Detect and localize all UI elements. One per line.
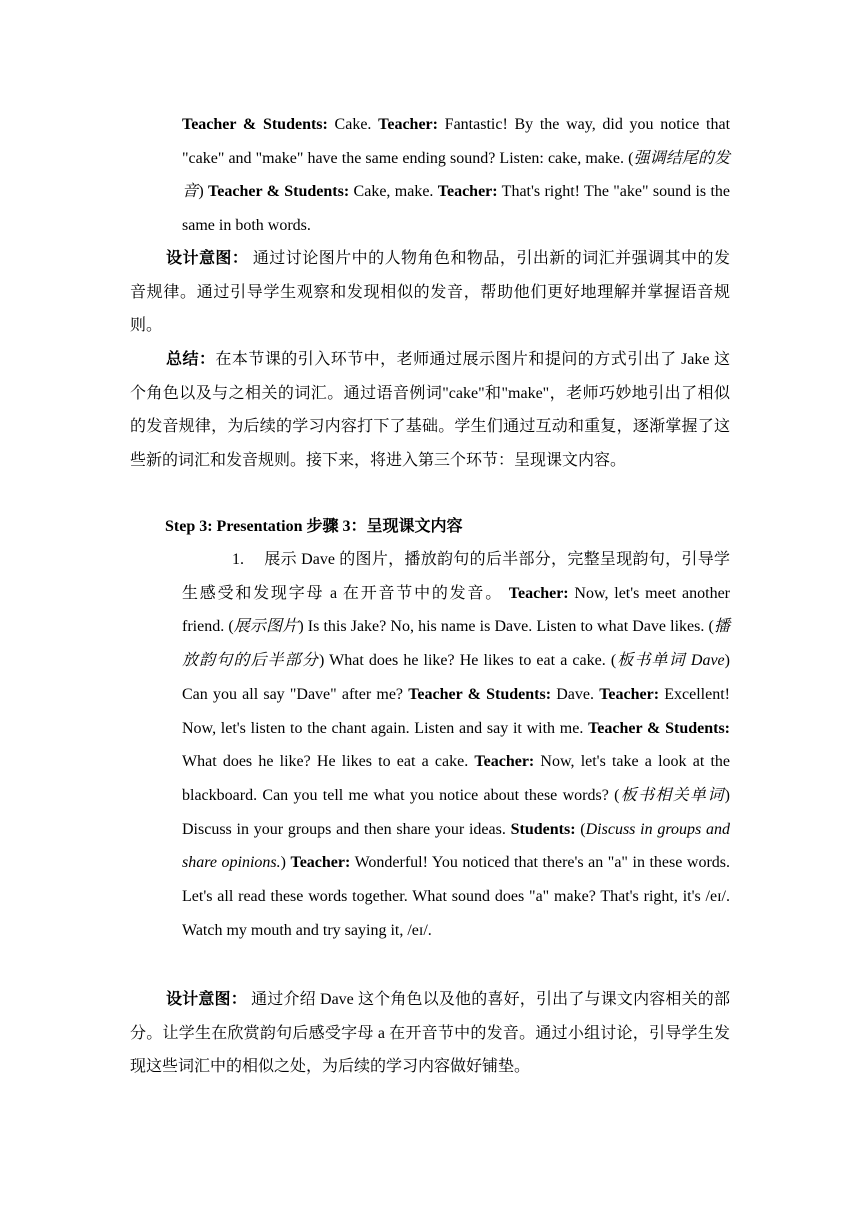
design-intent-label: 设计意图：: [166, 250, 249, 267]
dialogue-text: What does he like? He likes to eat a cake.: [182, 753, 475, 771]
dialogue-text: Dave.: [551, 685, 600, 703]
stage-direction: 播放韵句的后半部分: [182, 618, 730, 670]
stage-direction: Discuss in groups and share opinions.: [182, 820, 730, 872]
speaker-label: Teacher & Students:: [588, 719, 730, 737]
dialogue-text: (: [575, 820, 586, 838]
stage-direction: 强调结尾的发音: [182, 149, 730, 201]
speaker-label: Teacher:: [508, 584, 569, 602]
step-heading: Step 3: Presentation 步骤 3：呈现课文内容: [165, 518, 463, 535]
speaker-label: Teacher & Students:: [182, 116, 328, 133]
design-intent-paragraph: [130, 983, 730, 1084]
step-text: 展示 Dave 的图片，播放韵句的后半部分，完整呈现韵句，引导学生感受和发现字母 a 在开音节中的发音。: [182, 551, 730, 602]
list-number: 1.: [232, 551, 244, 568]
stage-direction: 展示图片: [233, 618, 299, 636]
dialogue-text: Wonderful! You noticed that there's an "a" in these words. Let's all read these words together. What sound does "a" make? That's right, it's /eɪ/. Watch my mouth and try saying it, /eɪ/.: [182, 854, 731, 939]
dialogue-paragraph: [182, 108, 730, 243]
dialogue-text: Cake, make.: [349, 183, 438, 201]
summary-paragraph: [130, 343, 730, 478]
dialogue-text: ) Is this Jake? No, his name is Dave. Listen to what Dave likes. (: [298, 618, 714, 636]
dialogue-text: ) Discuss in your groups and then share your ideas.: [182, 786, 730, 838]
list-item: [182, 543, 730, 947]
speaker-label: Teacher & Students:: [408, 685, 552, 703]
dialogue-text: ) Can you all say "Dave" after me?: [182, 652, 730, 703]
design-intent-text: 通过介绍 Dave 这个角色以及他的喜好，引出了与课文内容相关的部分。让学生在欣赏韵句后感受字母 a 在开音节中的发音。通过小组讨论，引导学生发现这些词汇中的相似之处，为后续的学习内容做好铺垫。: [130, 991, 730, 1076]
summary-label: 总结：: [166, 351, 216, 368]
dialogue-text: Cake.: [327, 116, 379, 133]
dialogue-text: Now, let's take a look at the blackboard. Can you tell me what you notice about these words? (: [182, 753, 731, 804]
design-intent-label: 设计意图：: [166, 991, 247, 1008]
speaker-label: Teacher:: [474, 753, 535, 771]
dialogue-text: ) What does he like? He likes to eat a cake. (: [318, 652, 617, 670]
dialogue-text: Excellent! Now, let's listen to the chant again. Listen and say it with me.: [182, 685, 730, 737]
dialogue-text: ): [198, 183, 209, 201]
speaker-label: Students:: [510, 820, 576, 838]
design-intent-paragraph: [130, 242, 730, 343]
speaker-label: Teacher & Students:: [208, 183, 350, 201]
dialogue-text: That's right! The "ake" sound is the same in both words.: [182, 183, 731, 235]
design-intent-text: 通过讨论图片中的人物角色和物品，引出新的词汇并强调其中的发音规律。通过引导学生观察和发现相似的发音，帮助他们更好地理解并掌握语音规则。: [130, 250, 730, 335]
dialogue-text: Now, let's meet another friend. (: [182, 584, 730, 636]
stage-direction: 板书单词 Dave: [616, 652, 725, 670]
dialogue-text: Fantastic! By the way, did you notice that "cake" and "make" have the same ending sound? Listen: cake, make. (: [182, 116, 731, 167]
stage-direction: 板书相关单词: [619, 786, 725, 804]
summary-text: 在本节课的引入环节中，老师通过展示图片和提问的方式引出了 Jake 这个角色以及与之相关的词汇。通过语音例词"cake"和"make"，老师巧妙地引出了相似的发音规律，为后续的学习内容打下了基础。学生们通过互动和重复，逐渐掌握了这些新的词汇和发音规则。接下来，将进入第三个环节：呈现课文内容。: [130, 351, 730, 470]
speaker-label: Teacher:: [437, 183, 498, 201]
speaker-label: Teacher:: [599, 685, 660, 703]
dialogue-text: ): [280, 854, 291, 872]
speaker-label: Teacher:: [290, 854, 351, 872]
speaker-label: Teacher:: [378, 116, 438, 133]
